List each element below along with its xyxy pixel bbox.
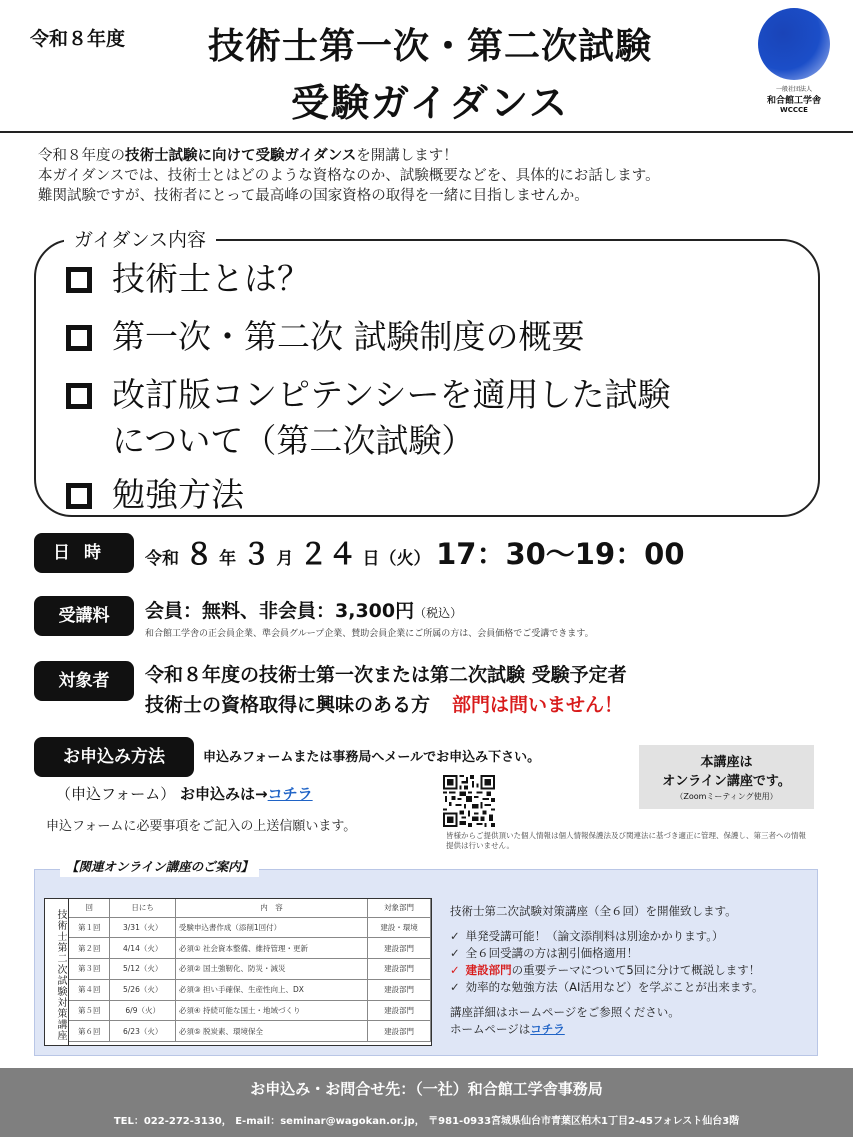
date-era: 令和 <box>145 549 179 569</box>
intro-text <box>38 146 838 206</box>
table-cell: 5/26（火） <box>110 979 175 1000</box>
date-day-unit: 日 <box>362 549 380 569</box>
target-emphasis: 部門は問いません！ <box>452 694 624 716</box>
fee-note: 和合館工学舎の正会員企業、準会員グループ企業、賛助会員企業にご所属の方は、会員価格でご受講できます。 <box>145 629 594 639</box>
related-courses-title: 【関連オンライン講座のご案内】 <box>60 855 259 877</box>
table-cell: 建設部門 <box>368 1021 431 1042</box>
page-title-line1: 技術士第一次・第二次試験 <box>207 26 652 67</box>
table-row <box>69 917 431 938</box>
table-cell: 建設部門 <box>368 1000 431 1021</box>
qr-code-icon[interactable] <box>443 775 495 827</box>
header-divider <box>0 131 853 133</box>
guidance-title: ガイダンス内容 <box>64 225 216 252</box>
table-cell: 必須③ 担い手確保、生産性向上、DX <box>175 979 367 1000</box>
guidance-item <box>62 472 822 518</box>
logo-circle-icon <box>758 8 830 80</box>
online-line1: 本講座は <box>700 755 753 770</box>
check-icon: ✓ <box>450 929 460 943</box>
table-cell: 建設部門 <box>368 959 431 980</box>
check-icon: ✓ <box>450 963 460 977</box>
table-cell: 必須④ 持続可能な国土・地域づくり <box>175 1000 367 1021</box>
apply-form-text: お申込みは→ <box>180 785 268 803</box>
guidance-item-text: 勉強方法 <box>112 475 244 514</box>
table-row <box>69 1021 431 1042</box>
guidance-list <box>62 256 822 530</box>
target-line2-text: 技術士の資格取得に興味のある方 <box>145 694 431 716</box>
table-cell: 第１回 <box>69 917 110 938</box>
checkbox-square-icon <box>66 383 92 409</box>
related-bullet-text: 単発受講可能！（論文添削料は別途かかります。） <box>465 929 724 943</box>
table-cell: 第６回 <box>69 1021 110 1042</box>
related-hp-text: 講座詳細はホームページをご参照ください。 <box>450 1005 680 1019</box>
apply-form-prefix: （申込フォーム） <box>56 785 176 803</box>
intro-l1-c: を開講します！ <box>356 148 458 164</box>
related-bullet <box>450 945 810 962</box>
related-bullet <box>450 979 810 996</box>
table-cell: 受験申込書作成（添削1回付） <box>175 917 367 938</box>
guidance-item <box>62 256 822 302</box>
logo-en: WCCCE <box>780 106 808 114</box>
related-intro: 技術士第二次試験対策講座（全６回）を開催致します。 <box>450 904 737 918</box>
guidance-item <box>62 372 822 464</box>
related-courses-text <box>450 903 810 1038</box>
table-header-row <box>69 899 431 917</box>
checkbox-square-icon <box>66 483 92 509</box>
related-bullet-text: の重要テーマについて5回に分けて概説します！ <box>511 963 761 977</box>
date-year-unit: 年 <box>219 549 237 569</box>
table-cell: 第２回 <box>69 938 110 959</box>
check-icon: ✓ <box>450 946 460 960</box>
table-cell: 4/14（火） <box>110 938 175 959</box>
table-cell: 必須⑤ 脱炭素、環境保全 <box>175 1021 367 1042</box>
date-month-unit: 月 <box>276 549 294 569</box>
apply-label: お申込み方法 <box>34 737 194 777</box>
intro-l2: 本ガイダンスでは、技術士とはどのような資格なのか、試験概要などを、具体的にお話します。 <box>38 168 660 184</box>
guidance-item-text: 技術士とは？ <box>112 259 310 298</box>
target-line1: 令和８年度の技術士第一次または第二次試験 受験予定者 <box>145 664 627 686</box>
table-row <box>69 938 431 959</box>
table-header-cell: 内 容 <box>175 899 367 917</box>
privacy-note: 皆様からご提供頂いた個人情報は個人情報保護法及び関連法に基づき適正に管理、保護し、第三者への情報提供は行いません。 <box>446 831 806 850</box>
table-cell: 建設部門 <box>368 938 431 959</box>
year-label: 令和８年度 <box>30 28 126 50</box>
target-line2 <box>145 690 623 717</box>
footer-contact-title: お申込み・お問合せ先：（一社）和合館工学舎事務局 <box>250 1080 603 1098</box>
table-cell: 第３回 <box>69 959 110 980</box>
footer <box>0 1068 853 1137</box>
table-cell: 6/23（火） <box>110 1021 175 1042</box>
logo-small-text: 一般社団法人 <box>775 86 812 93</box>
table-cell: 必須② 国土強靭化、防災・減災 <box>175 959 367 980</box>
fee-tax: （税込） <box>414 606 463 620</box>
table-cell: 建設・環境 <box>368 917 431 938</box>
related-bullet <box>450 928 810 945</box>
schedule-side-title: 技術士第二次試験対策講座 <box>45 899 69 1045</box>
online-line3: （Zoomミーティング使用） <box>675 792 778 801</box>
online-course-box <box>639 745 814 809</box>
table-cell: 第５回 <box>69 1000 110 1021</box>
table-cell: 5/12（火） <box>110 959 175 980</box>
schedule-table <box>69 899 431 1042</box>
related-bullet-text: 効率的な勉強方法（AI活用など）を学ぶことが出来ます。 <box>465 980 764 994</box>
guidance-item-text: 第一次・第二次 試験制度の概要 <box>112 317 585 356</box>
table-header-cell: 回 <box>69 899 110 917</box>
table-row <box>69 1000 431 1021</box>
date-time <box>145 532 685 573</box>
related-bullet-text: 全６回受講の方は割引価格適用！ <box>465 946 639 960</box>
table-header-cell: 日にち <box>110 899 175 917</box>
target-label: 対象者 <box>34 661 134 701</box>
date-weekday: （火） <box>379 549 431 569</box>
fee-amount: 会員：無料、非会員：3,300円 <box>145 600 415 622</box>
schedule-table-wrapper <box>44 898 432 1046</box>
date-day: ２４ <box>298 537 357 571</box>
fee-label: 受講料 <box>34 596 134 636</box>
related-bullet <box>450 962 810 979</box>
date-time-range: 17：30〜19：00 <box>436 537 685 571</box>
apply-form-link[interactable]: コチラ <box>267 785 313 803</box>
logo-name: 和合館工学舎 <box>766 96 821 106</box>
table-header-cell: 対象部門 <box>368 899 431 917</box>
guidance-item <box>62 314 822 360</box>
check-icon: ✓ <box>450 980 460 994</box>
related-hp-line <box>450 1021 810 1038</box>
table-cell: 必須① 社会資本整備、維持管理・更新 <box>175 938 367 959</box>
table-cell: 6/9（火） <box>110 1000 175 1021</box>
date-year: ８ <box>184 537 214 571</box>
table-cell: 3/31（火） <box>110 917 175 938</box>
homepage-link[interactable]: コチラ <box>530 1022 565 1036</box>
related-bullet-red: 建設部門 <box>465 963 512 977</box>
guidance-item-text: 改訂版コンピテンシーを適用した試験 について（第二次試験） <box>112 375 671 460</box>
checkbox-square-icon <box>66 267 92 293</box>
checkbox-square-icon <box>66 325 92 351</box>
date-month: ３ <box>241 537 271 571</box>
fee-main <box>145 596 462 623</box>
apply-form-line <box>56 783 313 804</box>
online-line2: オンライン講座です。 <box>662 774 791 789</box>
date-label: 日時 <box>34 533 134 573</box>
intro-l3: 難関試験ですが、技術者にとって最高峰の国家資格の取得を一緒に目指しませんか。 <box>38 188 589 204</box>
table-cell: 第４回 <box>69 979 110 1000</box>
apply-note: 申込フォームに必要事項をご記入の上送信願います。 <box>46 819 357 834</box>
table-cell: 建設部門 <box>368 979 431 1000</box>
intro-l1-a: 令和８年度の <box>38 148 125 164</box>
apply-description: 申込みフォームまたは事務局へメールでお申込み下さい。 <box>203 750 541 765</box>
organization-logo <box>758 8 830 120</box>
related-hp-prefix: ホームページは <box>450 1022 531 1036</box>
page-title-line2: 受験ガイダンス <box>290 81 570 125</box>
footer-contact-details: TEL：022-272-3130， E-mail：seminar@wagokan.or.jp， 〒981-0933宮城県仙台市青葉区柏木1丁目2-45フォレスト仙台3階 <box>113 1116 740 1127</box>
intro-l1-b: 技術士試験に向けて受験ガイダンス <box>125 148 357 164</box>
table-row <box>69 979 431 1000</box>
table-row <box>69 959 431 980</box>
